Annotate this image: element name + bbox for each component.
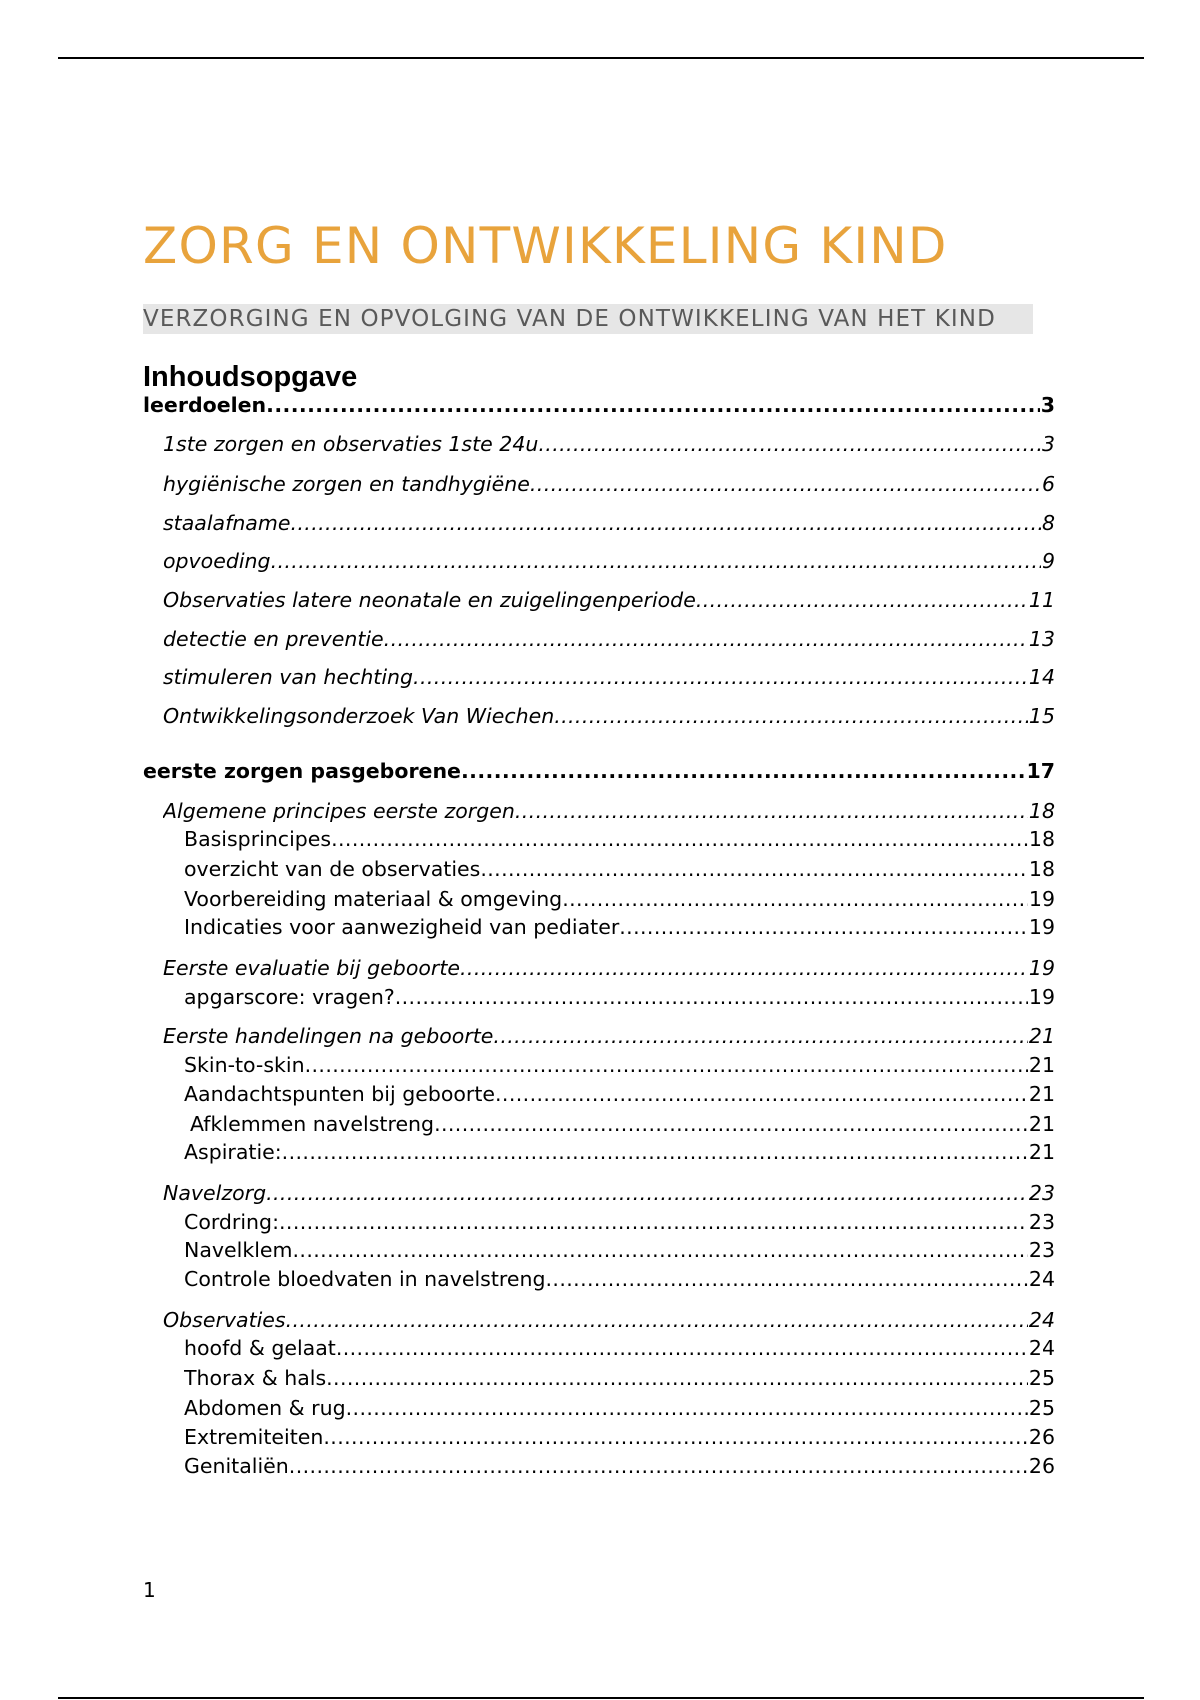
toc-entry-page: 19 [1028,985,1055,1009]
toc-entry-label: hygiënische zorgen en tandhygiëne [163,472,530,496]
toc-dot-leader [495,1080,1028,1108]
toc-entry[interactable] [184,1364,1055,1392]
toc-dot-leader [538,430,1041,458]
toc-entry-label: eerste zorgen pasgeborene [143,759,461,783]
toc-dot-leader [266,1179,1028,1207]
toc-dot-leader [696,586,1028,614]
toc-dot-leader [279,1208,1028,1236]
toc-entry-page: 18 [1028,857,1055,881]
toc-dot-leader [515,797,1028,825]
toc-entry-page: 21 [1028,1082,1055,1106]
toc-dot-leader [434,1110,1028,1138]
toc-entry[interactable] [184,825,1055,853]
toc-dot-leader [293,1236,1028,1264]
toc-entry-label: opvoeding [163,549,271,573]
toc-entry-label: Ontwikkelingsonderzoek Van Wiechen [163,704,555,728]
toc-dot-leader [562,885,1028,913]
toc-entry[interactable] [163,430,1055,458]
toc-entry[interactable] [163,702,1055,730]
toc-entry-page: 21 [1028,1112,1055,1136]
toc-entry-page: 19 [1028,915,1055,939]
toc-entry-page: 25 [1028,1366,1055,1390]
toc-entry-page: 18 [1028,827,1055,851]
toc-entry[interactable] [184,1452,1055,1480]
toc-entry[interactable] [163,954,1055,982]
toc-entry-label: Extremiteiten [184,1425,324,1449]
toc-entry-label: Basisprincipes [184,827,332,851]
toc-dot-leader [286,1306,1028,1334]
toc-dot-leader [336,1334,1028,1362]
toc-dot-leader [323,1423,1028,1451]
toc-entry-page: 19 [1028,956,1055,980]
toc-entry[interactable] [143,757,1055,785]
toc-entry-page: 24 [1028,1267,1055,1291]
toc-entry-label: detectie en preventie [163,627,384,651]
toc-entry-page: 24 [1028,1336,1055,1360]
toc-entry-page: 25 [1028,1396,1055,1420]
toc-entry-label: Abdomen & rug [184,1396,346,1420]
toc-entry-page: 9 [1041,549,1055,573]
toc-entry[interactable] [163,1179,1055,1207]
toc-dot-leader [545,1265,1027,1293]
toc-entry[interactable] [184,1423,1055,1451]
toc-entry[interactable] [184,913,1055,941]
toc-entry-page: 8 [1041,511,1055,535]
toc-entry-label: 1ste zorgen en observaties 1ste 24u [163,432,539,456]
toc-dot-leader [326,1364,1028,1392]
toc-entry-label: Observaties [163,1308,286,1332]
toc-entry-page: 23 [1028,1181,1055,1205]
toc-entry-label: Indicaties voor aanwezigheid van pediater [184,915,620,939]
toc-entry[interactable] [184,983,1055,1011]
toc-dot-leader [289,1452,1028,1480]
toc-entry-label: apgarscore: vragen? [184,985,395,1009]
toc-entry[interactable] [184,1051,1055,1079]
toc-heading: Inhoudsopgave [143,361,358,393]
toc-entry-label: overzicht van de observaties [184,857,481,881]
toc-dot-leader [413,663,1028,691]
toc-entry[interactable] [163,625,1055,653]
toc-entry[interactable] [184,1208,1055,1236]
toc-entry-label: Aspiratie: [184,1140,282,1164]
toc-entry[interactable] [184,1334,1055,1362]
toc-dot-leader [619,913,1028,941]
toc-entry-page: 3 [1041,432,1055,456]
toc-entry-page: 3 [1040,393,1055,417]
toc-entry-page: 21 [1028,1053,1055,1077]
toc-dot-leader [395,983,1028,1011]
toc-entry[interactable] [184,1394,1055,1422]
toc-entry[interactable] [163,547,1055,575]
toc-entry-label: hoofd & gelaat [184,1336,336,1360]
toc-entry-label: Navelklem [184,1238,293,1262]
page-number: 1 [143,1578,156,1602]
toc-entry-page: 15 [1028,704,1055,728]
toc-entry-label: Thorax & hals [184,1366,327,1390]
toc-entry-page: 26 [1028,1454,1055,1478]
toc-entry-label: leerdoelen [143,393,267,417]
toc-entry[interactable] [143,391,1055,419]
toc-entry-page: 24 [1028,1308,1055,1332]
toc-entry-page: 19 [1028,887,1055,911]
toc-entry-label: Eerste handelingen na geboorte [163,1024,494,1048]
toc-entry-label: Aandachtspunten bij geboorte [184,1082,496,1106]
toc-entry-label: Algemene principes eerste zorgen [163,799,515,823]
toc-dot-leader [290,509,1040,537]
toc-entry-label: Navelzorg [163,1181,267,1205]
toc-entry-page: 11 [1028,588,1055,612]
toc-dot-leader [271,547,1041,575]
toc-entry[interactable] [184,855,1055,883]
toc-entry-page: 18 [1028,799,1055,823]
toc-entry-label: Afklemmen navelstreng [190,1112,435,1136]
toc-dot-leader [480,855,1028,883]
toc-entry-label: Cordring: [184,1210,279,1234]
toc-entry[interactable] [163,1306,1055,1334]
toc-entry-page: 23 [1028,1210,1055,1234]
toc-entry[interactable] [184,1080,1055,1108]
toc-entry-page: 26 [1028,1425,1055,1449]
toc-dot-leader [331,825,1028,853]
toc-dot-leader [460,954,1028,982]
toc-entry-label: Observaties latere neonatale en zuigelingenperiode [163,588,696,612]
toc-entry-label: Voorbereiding materiaal & omgeving [184,887,563,911]
document-subtitle: VERZORGING EN OPVOLGING VAN DE ONTWIKKELING VAN HET KIND [143,304,1033,334]
toc-entry-page: 23 [1028,1238,1055,1262]
toc-entry[interactable] [184,885,1055,913]
toc-entry-page: 21 [1028,1140,1055,1164]
toc-entry[interactable] [163,509,1055,537]
toc-entry-page: 21 [1028,1024,1055,1048]
toc-entry[interactable] [184,1138,1055,1166]
toc-entry-label: Eerste evaluatie bij geboorte [163,956,460,980]
toc-dot-leader [554,702,1028,730]
toc-entry-page: 6 [1041,472,1055,496]
toc-entry[interactable] [163,1022,1055,1050]
toc-entry[interactable] [190,1110,1055,1138]
toc-dot-leader [266,391,1040,419]
toc-entry[interactable] [163,586,1055,614]
toc-entry[interactable] [163,470,1055,498]
toc-dot-leader [461,757,1026,785]
toc-entry-label: Genitaliën [184,1454,289,1478]
toc-entry-page: 14 [1028,665,1055,689]
toc-dot-leader [282,1138,1028,1166]
toc-entry[interactable] [184,1265,1055,1293]
toc-entry-page: 17 [1026,759,1055,783]
toc-entry[interactable] [184,1236,1055,1264]
toc-entry-label: Skin-to-skin [184,1053,305,1077]
toc-dot-leader [530,470,1041,498]
toc-dot-leader [305,1051,1028,1079]
toc-entry-label: stimuleren van hechting [163,665,414,689]
footer-rule [58,1697,1144,1699]
toc-entry-label: staalafname [163,511,291,535]
document-title: ZORG EN ONTWIKKELING KIND [143,217,948,275]
toc-entry-label: Controle bloedvaten in navelstreng [184,1267,546,1291]
toc-dot-leader [346,1394,1028,1422]
toc-entry[interactable] [163,797,1055,825]
toc-entry[interactable] [163,663,1055,691]
toc-dot-leader [384,625,1028,653]
toc-dot-leader [493,1022,1028,1050]
toc-entry-page: 13 [1028,627,1055,651]
